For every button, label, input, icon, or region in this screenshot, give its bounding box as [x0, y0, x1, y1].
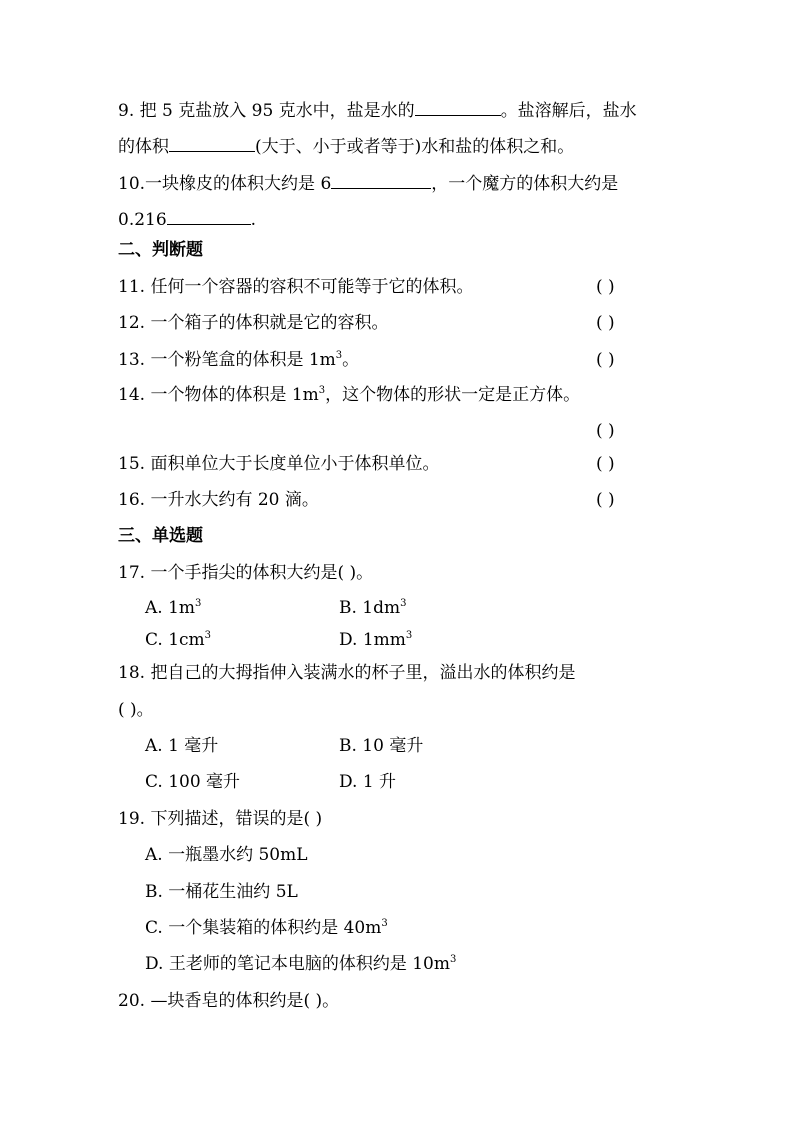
section-heading-choice: 三、单选题 [118, 526, 203, 546]
judge-answer-15[interactable]: ( ) [596, 454, 615, 474]
q19-option-b[interactable]: B. 一桶花生油约 5L [145, 882, 298, 902]
q17-option-a[interactable]: A. $1m^3$ [145, 598, 202, 618]
judge-item-11: 11. 任何一个容器的容积不可能等于它的体积。 [118, 277, 474, 297]
q18-stem: 18. 把自己的大拇指伸入装满水的杯子里，溢出水的体积约是 [118, 663, 576, 683]
q17-stem: 17. 一个手指尖的体积大约是( )。 [118, 563, 374, 583]
judge-item-13: 13. 一个粉笔盒的体积是 $1m^3$。 [118, 350, 360, 370]
q9-line1: 9. 把 5 克盐放入 95 克水中，盐是水的 。盐溶解后，盐水 [118, 101, 637, 121]
q19-option-d[interactable]: D. 王老师的笔记本电脑的体积约是 $10m^3$ [145, 954, 457, 974]
q9-line2: 的体积 (大于、小于或者等于)水和盐的体积之和。 [118, 137, 575, 157]
judge-answer-13[interactable]: ( ) [596, 350, 615, 370]
judge-item-15: 15. 面积单位大于长度单位小于体积单位。 [118, 454, 440, 474]
judge-item-12: 12. 一个箱子的体积就是它的容积。 [118, 313, 389, 333]
q20-stem: 20. —块香皂的体积约是( )。 [118, 991, 340, 1011]
q18-option-c[interactable]: C. 100 毫升 [145, 772, 241, 792]
judge-answer-12[interactable]: ( ) [596, 313, 615, 333]
q10-line2: 0.216 . [118, 210, 257, 230]
q17-option-b[interactable]: B. $1dm^3$ [339, 598, 407, 618]
q19-stem: 19. 下列描述，错误的是( ) [118, 809, 323, 829]
q19-option-a[interactable]: A. 一瓶墨水约 50mL [145, 845, 308, 865]
judge-answer-14[interactable]: ( ) [596, 421, 615, 441]
q9-blank1[interactable] [415, 99, 501, 116]
judge-item-16: 16. 一升水大约有 20 滴。 [118, 490, 319, 510]
q17-option-d[interactable]: D. $1mm^3$ [339, 630, 413, 650]
judge-item-14: 14. 一个物体的体积是 $1m^3$，这个物体的形状一定是正方体。 [118, 385, 581, 405]
q18-stem-cont: ( )。 [118, 700, 154, 720]
q18-option-d[interactable]: D. 1 升 [339, 772, 397, 792]
q19-option-c[interactable]: C. 一个集装箱的体积约是 $40m^3$ [145, 918, 388, 938]
judge-answer-11[interactable]: ( ) [596, 277, 615, 297]
q10-blank2[interactable] [167, 208, 251, 225]
q10-line1: 10.一块橡皮的体积大约是 6 ，一个魔方的体积大约是 [118, 174, 619, 194]
q10-blank1[interactable] [331, 172, 431, 189]
q18-option-a[interactable]: A. 1 毫升 [145, 736, 219, 756]
q18-option-b[interactable]: B. 10 毫升 [339, 736, 424, 756]
judge-answer-16[interactable]: ( ) [596, 490, 615, 510]
q9-blank2[interactable] [169, 135, 255, 152]
q17-option-c[interactable]: C. $1cm^3$ [145, 630, 212, 650]
section-heading-judge: 二、判断题 [118, 240, 203, 260]
